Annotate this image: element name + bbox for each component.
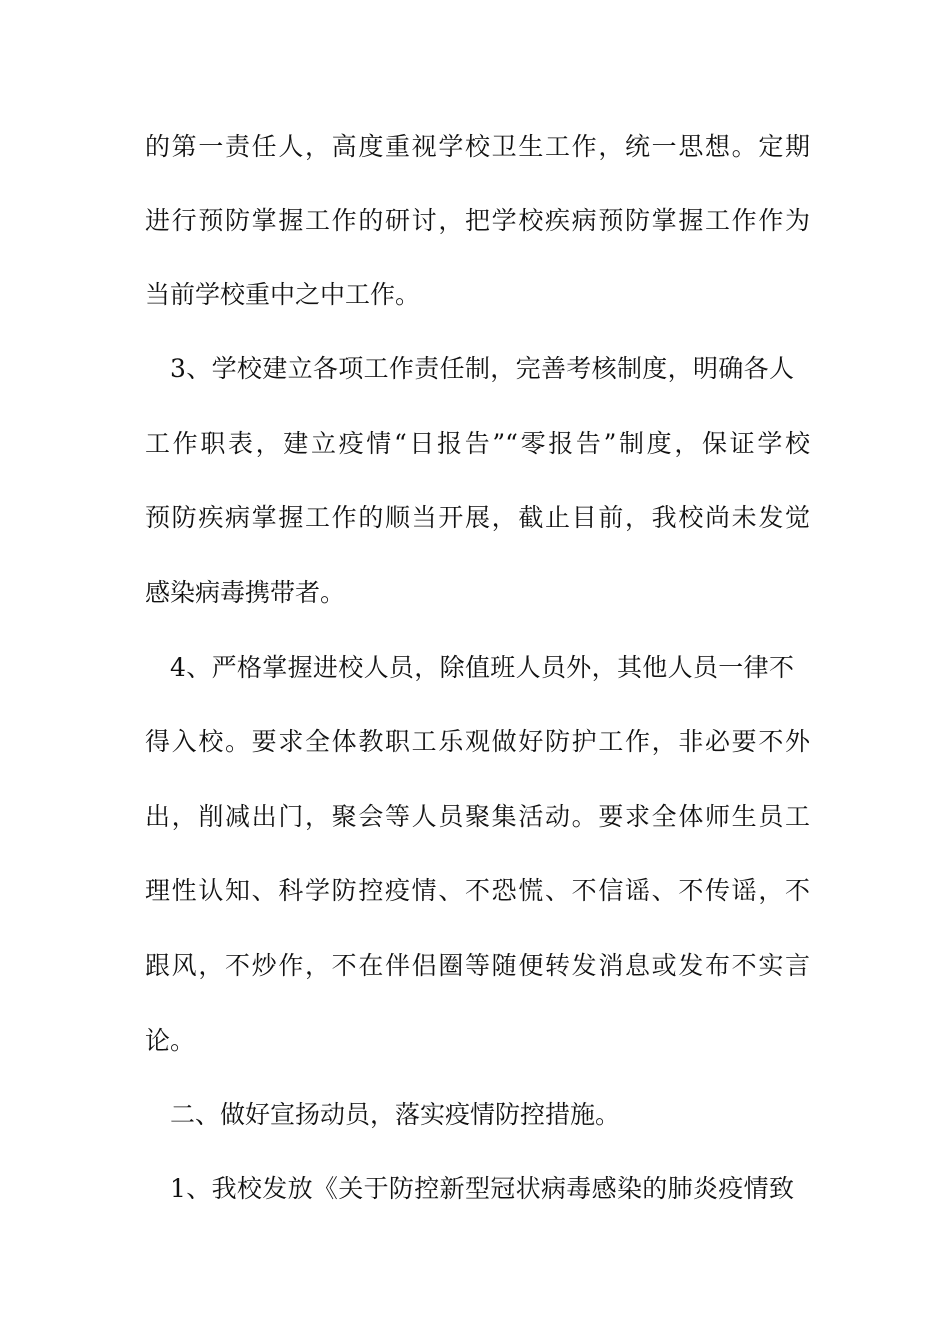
text-line-7: 感染病毒携带者。 [145, 578, 346, 607]
text-line-11: 理性认知、科学防控疫情、不恐慌、不信谣、不传谣，不 [145, 876, 810, 905]
text-line-13: 论。 [145, 1026, 196, 1055]
text-line-6: 预防疾病掌握工作的顺当开展，截止目前，我校尚未发觉 [145, 503, 810, 532]
text-line-15: 1、我校发放《关于防控新型冠状病毒感染的肺炎疫情致 [170, 1174, 794, 1203]
text-line-9: 得入校。要求全体教职工乐观做好防护工作，非必要不外 [145, 727, 810, 756]
text-line-5: 工作职表，建立疫情“日报告”“零报告”制度，保证学校 [145, 429, 810, 458]
section-heading: 二、做好宣扬动员，落实疫情防控措施。 [170, 1100, 621, 1129]
text-line-12: 跟风，不炒作，不在伴侣圈等随便转发消息或发布不实言 [145, 951, 810, 980]
text-line-8: 4、严格掌握进校人员，除值班人员外，其他人员一律不 [170, 653, 794, 682]
text-line-10: 出，削减出门，聚会等人员聚集活动。要求全体师生员工 [145, 802, 810, 831]
text-line-1: 的第一责任人，高度重视学校卫生工作，统一思想。定期 [145, 132, 810, 161]
text-line-3: 当前学校重中之中工作。 [145, 280, 421, 309]
text-line-2: 进行预防掌握工作的研讨，把学校疾病预防掌握工作作为 [145, 206, 810, 235]
text-line-4: 3、学校建立各项工作责任制，完善考核制度，明确各人 [170, 354, 794, 383]
